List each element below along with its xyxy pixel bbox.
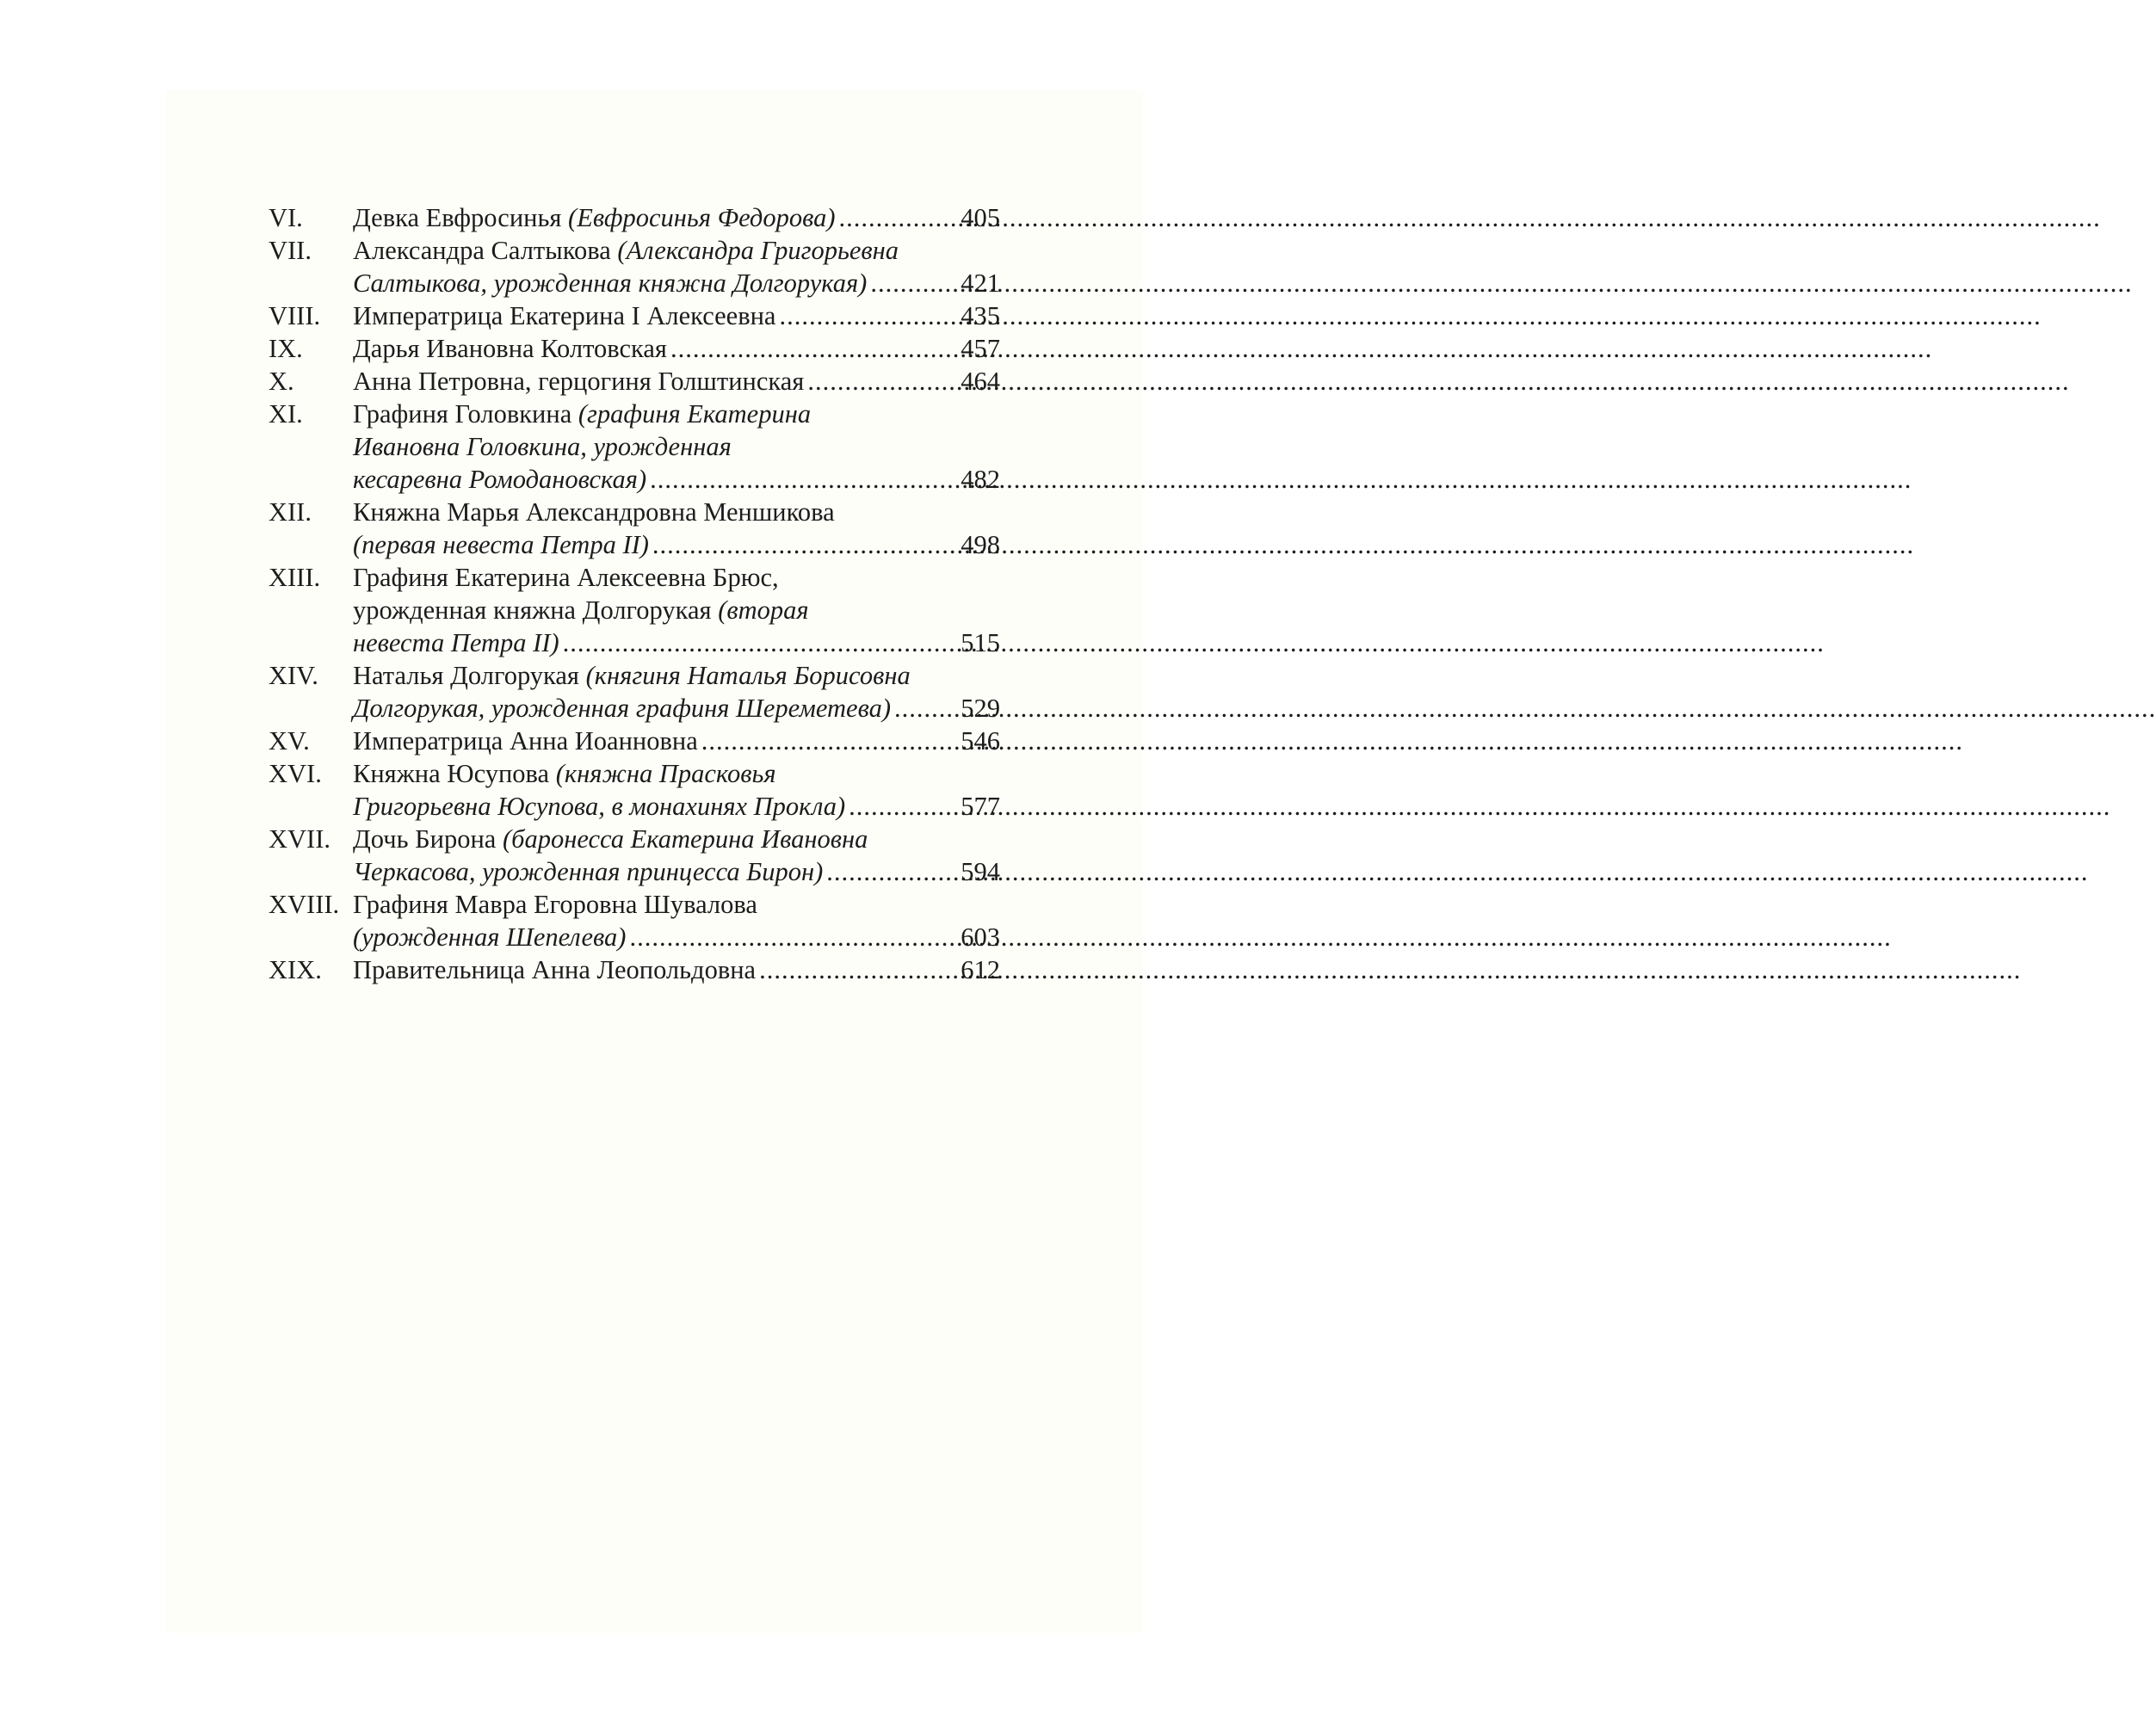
title-line [353, 201, 1000, 234]
title-text: Императрица Анна Иоанновна [353, 726, 698, 756]
chapter-number: XIV. [269, 661, 318, 690]
title-note-text: (Евфросинья Федорова) [568, 203, 836, 232]
page-number: 515 [961, 628, 1000, 657]
toc-entry[interactable] [269, 659, 1000, 725]
title-text: Александра Салтыкова [353, 236, 618, 265]
toc-entry[interactable] [269, 888, 1000, 953]
title-note-text: (княгиня Наталья Борисовна [585, 661, 911, 690]
title-line [353, 561, 1000, 594]
title-line [353, 790, 1000, 823]
chapter-title [353, 332, 1000, 365]
toc-entry[interactable] [269, 332, 1000, 365]
dot-leader [563, 626, 956, 659]
title-line [353, 430, 1000, 463]
page-number: 612 [961, 955, 1000, 984]
page-number: 435 [961, 301, 1000, 330]
toc-entry[interactable] [269, 365, 1000, 398]
page-number: 464 [961, 367, 1000, 396]
title-text: Императрица Екатерина I Алексеевна [353, 301, 776, 330]
title-note-text: (первая невеста Петра II) [353, 530, 649, 559]
page-number: 405 [961, 203, 1000, 232]
chapter-title [353, 398, 1000, 496]
title-line [353, 365, 1000, 398]
chapter-title [353, 823, 1000, 888]
chapter-title [353, 201, 1000, 234]
title-line [353, 921, 1000, 953]
chapter-number: XII. [269, 497, 312, 527]
dot-leader [779, 299, 955, 332]
title-line [353, 332, 1000, 365]
title-note-text: (баронесса Екатерина Ивановна [502, 824, 868, 854]
chapter-number: XIX. [269, 955, 322, 984]
chapter-number: VIII. [269, 301, 321, 330]
dot-leader [650, 463, 955, 496]
chapter-title [353, 659, 1000, 725]
page-number: 577 [961, 792, 1000, 821]
toc-entry[interactable] [269, 496, 1000, 561]
chapter-number: XVIII. [269, 890, 340, 919]
toc-entry[interactable] [269, 299, 1000, 332]
title-line [353, 626, 1000, 659]
title-text: Дарья Ивановна Колтовская [353, 334, 667, 363]
title-note-text: (княжна Прасковья [555, 759, 776, 788]
title-note-text: Долгорукая, урожденная графиня Шереметева) [353, 694, 892, 723]
title-note-text: (вторая [718, 595, 809, 625]
page-number: 603 [961, 922, 1000, 952]
chapter-number: XI. [269, 399, 303, 429]
title-text: Графиня Екатерина Алексеевна Брюс, [353, 563, 779, 592]
dot-leader [826, 855, 955, 888]
chapter-number: XVII. [269, 824, 331, 854]
page-number: 529 [961, 694, 1000, 723]
title-line [353, 594, 1000, 626]
title-line [353, 888, 1000, 921]
toc-entry[interactable] [269, 757, 1000, 823]
toc-entry[interactable] [269, 953, 1000, 986]
title-line [353, 725, 1000, 757]
dot-leader [894, 692, 955, 725]
chapter-title [353, 953, 1000, 986]
page-number: 457 [961, 334, 1000, 363]
title-note-text: невеста Петра II) [353, 628, 559, 657]
chapter-title [353, 365, 1000, 398]
dot-leader [759, 953, 955, 986]
table-of-contents [269, 201, 1000, 986]
title-note-text: Ивановна Головкина, урожденная [353, 432, 732, 461]
chapter-number: XIII. [269, 563, 321, 592]
title-line [353, 463, 1000, 496]
title-text: Графиня Головкина [353, 399, 578, 429]
title-note-text: (урожденная Шепелева) [353, 922, 627, 952]
dot-leader [670, 332, 955, 365]
page-number: 421 [961, 268, 1000, 298]
chapter-number: XVI. [269, 759, 322, 788]
chapter-number: IX. [269, 334, 303, 363]
chapter-number: X. [269, 367, 294, 396]
title-text: Княжна Марья Александровна Меншикова [353, 497, 835, 527]
chapter-number: XV. [269, 726, 310, 756]
page-number: 482 [961, 465, 1000, 494]
page-number: 594 [961, 857, 1000, 886]
dot-leader [701, 725, 956, 757]
title-line [353, 267, 1000, 299]
title-note-text: Салтыкова, урожденная княжна Долгорукая) [353, 268, 868, 298]
chapter-title [353, 561, 1000, 659]
dot-leader [849, 790, 955, 823]
dot-leader [839, 201, 956, 234]
toc-entry[interactable] [269, 561, 1000, 659]
title-note-text: Григорьевна Юсупова, в монахинях Прокла) [353, 792, 846, 821]
dot-leader [629, 921, 955, 953]
title-line [353, 855, 1000, 888]
toc-entry[interactable] [269, 201, 1000, 234]
title-text: Наталья Долгорукая [353, 661, 586, 690]
title-line [353, 823, 1000, 855]
title-line [353, 398, 1000, 430]
title-text: Анна Петровна, герцогиня Голштинская [353, 367, 805, 396]
page-number: 498 [961, 530, 1000, 559]
title-note-text: (графиня Екатерина [578, 399, 812, 429]
title-text: Девка Евфросинья [353, 203, 569, 232]
chapter-title [353, 496, 1000, 561]
title-line [353, 659, 1000, 692]
title-line [353, 234, 1000, 267]
title-text: Графиня Мавра Егоровна Шувалова [353, 890, 757, 919]
toc-entry[interactable] [269, 234, 1000, 299]
title-note-text: кесаревна Ромодановская) [353, 465, 647, 494]
title-line [353, 299, 1000, 332]
title-text: Дочь Бирона [353, 824, 503, 854]
title-text: Правительница Анна Леопольдовна [353, 955, 757, 984]
dot-leader [652, 528, 955, 561]
chapter-title [353, 757, 1000, 823]
dot-leader [807, 365, 955, 398]
title-line [353, 496, 1000, 528]
chapter-number: VII. [269, 236, 312, 265]
chapter-title [353, 299, 1000, 332]
title-line [353, 953, 1000, 986]
dot-leader [870, 267, 955, 299]
toc-entry[interactable] [269, 725, 1000, 757]
chapter-number: VI. [269, 203, 303, 232]
title-line [353, 692, 1000, 725]
chapter-title [353, 725, 1000, 757]
title-text: Княжна Юсупова [353, 759, 556, 788]
title-note-text: (Александра Григорьевна [617, 236, 899, 265]
title-line [353, 757, 1000, 790]
title-line [353, 528, 1000, 561]
chapter-title [353, 888, 1000, 953]
title-note-text: Черкасова, урожденная принцесса Бирон) [353, 857, 824, 886]
page-number: 546 [961, 726, 1000, 756]
toc-entry[interactable] [269, 398, 1000, 496]
toc-entry[interactable] [269, 823, 1000, 888]
chapter-title [353, 234, 1000, 299]
title-text: урожденная княжна Долгорукая [353, 595, 719, 625]
